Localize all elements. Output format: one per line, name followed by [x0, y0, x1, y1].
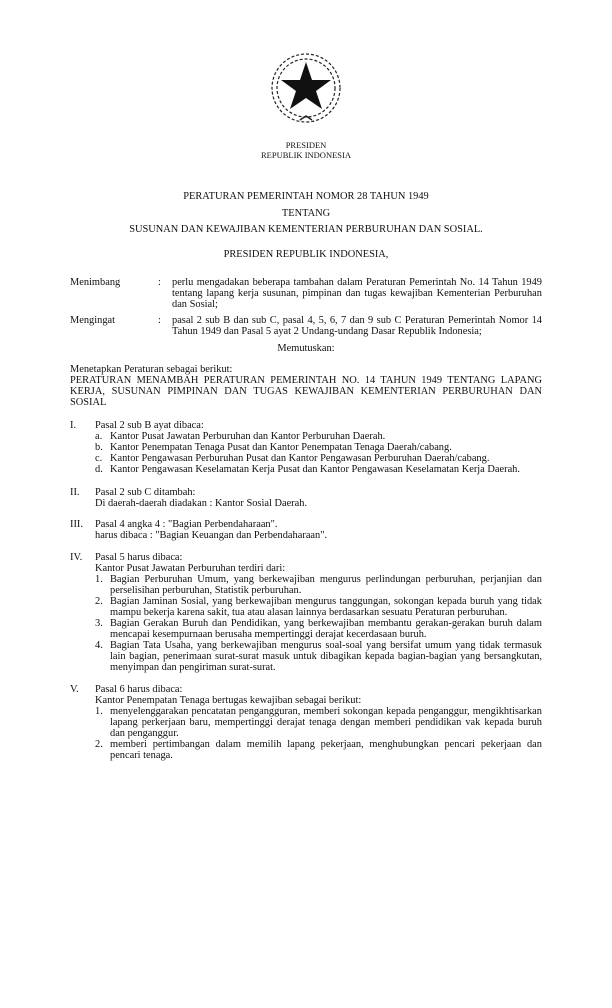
list-item: 2. memberi pertimbangan dalam memilih lapang pekerjaan, menghubungkan pencari pekerjaan dan pencari tenaga. — [95, 739, 542, 761]
list-item: c. Kantor Pengawasan Perburuhan Pusat dan Kantor Pengawasan Perburuhan Daerah/cabang. — [95, 453, 490, 464]
list-item: a. Kantor Pusat Jawatan Perburuhan dan Kantor Perburuhan Daerah. — [95, 431, 386, 442]
section-text: Di daerah-daerah diadakan : Kantor Sosial Daerah. — [95, 498, 308, 509]
section-2 — [70, 487, 542, 509]
list-item: b. Kantor Penempatan Tenaga Pusat dan Kantor Penempatan Tenaga Daerah/cabang. — [95, 442, 452, 453]
section-heading: Pasal 6 harus dibaca: — [95, 684, 183, 695]
section-heading: Pasal 2 sub C ditambah: — [95, 487, 196, 498]
section-number: V. — [70, 684, 79, 695]
memutuskan: Memutuskan: — [277, 343, 335, 354]
list-item: 1. menyelenggarakan pencatatan pengangguran, memberi sokongan kepada penganggur, mengikhtisarkan lapang perkerjaan baru, mempertinggi derajat tenaga dengan memberi pendidikan vak kepada buruh dan penganggur. — [95, 706, 542, 739]
title-president: PRESIDEN REPUBLIK INDONESIA, — [223, 249, 389, 260]
mengingat-label: Mengingat — [70, 315, 116, 326]
section-text: Kantor Pusat Jawatan Perburuhan terdiri dari: — [95, 563, 286, 574]
list-item: 3. Bagian Gerakan Buruh dan Pendidikan, yang berkewajiban membantu gerakan-gerakan buruh dalam mencapai kesempurnaan berusaha mempertinggi derajat kecerdasaan buruh. — [95, 618, 542, 640]
section-number: I. — [70, 420, 77, 431]
section-text: harus dibaca : "Bagian Keuangan dan Perbendaharaan". — [95, 530, 328, 541]
list-item: 4. Bagian Tata Usaha, yang berkewajiban mengurus soal-soal yang bersifat umum yang tidak termasuk lain bagian, penerimaan surat-surat masuk untuk dibagikan kepada bagian-bagian yang bersangkutan, menyimpan dan pengiriman surat-surat. — [95, 640, 542, 673]
regulation-heading: PERATURAN MENAMBAH PERATURAN PEMERINTAH NO. 14 TAHUN 1949 TENTANG LAPANG KERJA, SUSUNAN PIMPINAN DAN TUGAS KEWAJIBAN KEMENTERIAN PERBURUHAN DAN SOSIAL — [70, 375, 542, 408]
header-presiden: PRESIDEN — [285, 140, 327, 150]
menimbang-clause — [70, 277, 542, 310]
section-number: IV. — [70, 552, 83, 563]
list-item: d. Kantor Pengawasan Keselamatan Kerja Pusat dan Kantor Pengawasan Keselamatan Kerja Daerah. — [95, 464, 520, 475]
menimbang-text: perlu mengadakan beberapa tambahan dalam Peraturan Pemerintah No. 14 Tahun 1949 tentang lapang kerja susunan, pimpinan dan tugas kewajiban Kementerian Perburuhan dan Sosial; — [172, 277, 542, 310]
colon: : — [158, 315, 161, 326]
title-tentang: TENTANG — [281, 208, 331, 219]
section-text: Kantor Penempatan Tenaga bertugas kewajiban sebagai berikut: — [95, 695, 362, 706]
section-number: III. — [70, 519, 83, 530]
regulation-title: PERATURAN PEMERINTAH NOMOR 28 TAHUN 1949 — [183, 191, 429, 202]
section-heading: Pasal 4 angka 4 : "Bagian Perbendaharaan". — [95, 519, 278, 530]
colon: : — [158, 277, 161, 288]
menetapkan: Menetapkan Peraturan sebagai berikut: — [70, 364, 233, 375]
header-republik: REPUBLIK INDONESIA — [261, 150, 351, 160]
mengingat-clause — [70, 315, 542, 337]
menimbang-label: Menimbang — [70, 277, 121, 288]
section-number: II. — [70, 487, 80, 498]
list-item: 2. Bagian Jaminan Sosial, yang berkewajiban mengurus tanggungan, sokongan kepada buruh yang tidak mampu bekerja karena sakit, tua atau alasan lainnya berdasarkan sesuatu Peraturan perburuhan. — [95, 596, 542, 618]
section-heading: Pasal 5 harus dibaca: — [95, 552, 183, 563]
section-4 — [70, 552, 542, 673]
section-3 — [70, 519, 542, 541]
section-5 — [70, 684, 542, 761]
list-item: 1. Bagian Perburuhan Umum, yang berkewajiban mengurus perlindungan perburuhan, perjanjian dan perselisihan perburuhan, Statistik perburuhan. — [95, 574, 542, 596]
section-heading: Pasal 2 sub B ayat dibaca: — [95, 420, 204, 431]
title-subject: SUSUNAN DAN KEWAJIBAN KEMENTERIAN PERBURUHAN DAN SOSIAL. — [129, 224, 483, 235]
section-1 — [70, 420, 542, 475]
mengingat-text: pasal 2 sub B dan sub C, pasal 4, 5, 6, 7 dan 9 sub C Peraturan Pemerintah Nomor 14 Tahun 1949 dan Pasal 5 ayat 2 Undang-undang Dasar Republik Indonesia; — [172, 315, 542, 337]
